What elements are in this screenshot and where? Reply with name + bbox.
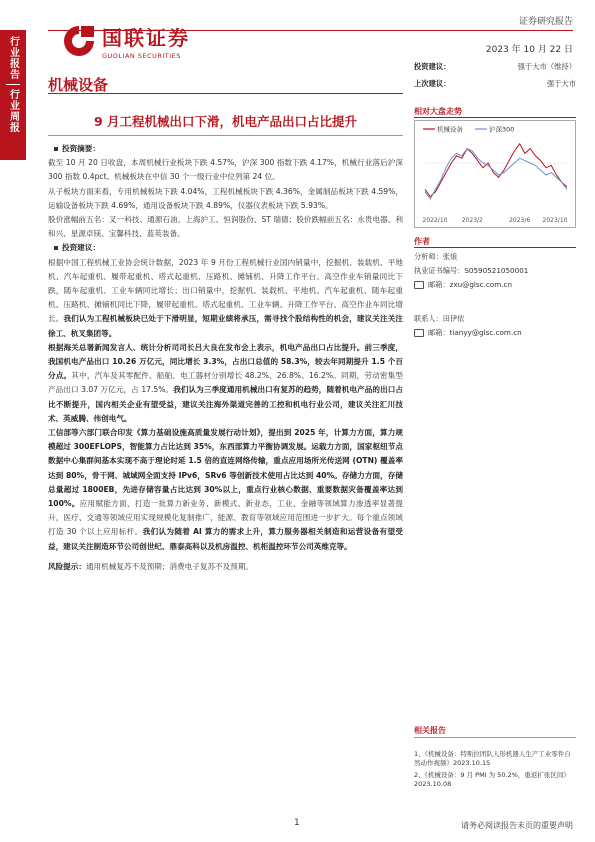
email-label: 邮箱： — [428, 280, 450, 289]
relative-trend-chart — [414, 120, 576, 228]
related-report-item[interactable]: 2、《机械设备：9 月 PMI 为 50.2%，重返扩张区间》2023.10.08 — [414, 771, 570, 788]
advice-p3-text: 应用赋能方面，打造一批算力新业务、新模式、新业态，工业、金融等领域算力渗透率显著提升，医疗、交通等领域应用实现规模化复制推广，能源、教育等领域应用范围进一步扩大。每个重点领域打造 30 个以上应用标杆。 — [48, 499, 403, 537]
advice-p2-text: 其中，汽车及其零配件、船舶、电工器材分别增长 48.2%、26.8%、16.2%。同期，劳动密集型产品出口 3.07 万亿元，占 17.5%。 — [48, 371, 404, 395]
trend-chart-svg — [415, 121, 575, 227]
email-label: 邮箱： — [428, 328, 450, 337]
side-tab-divider — [6, 84, 20, 85]
company-logo — [62, 22, 190, 60]
analyst-label: 分析师： — [414, 252, 443, 261]
related-reports-divider — [414, 737, 576, 738]
main-content — [48, 142, 403, 574]
title-divider — [48, 135, 403, 136]
advice-p1-text: 根据中国工程机械工业协会统计数据，2023 年 9 月份工程机械行业国内销量中，挖掘机、装载机、平地机、汽车起重机、履带起重机、塔式起重机、压路机、摊铺机、升降工作平台、高空作业车销量同比下跌，随车起重机、工业车辆同比增长；出口销量中，挖掘机、装载机、平地机、汽车起重机、随车起重机、压路机、摊铺机同比下降，履带起重机、塔式起重机、工业车辆、升降工作平台、高空作业车同比增长。 — [48, 257, 403, 324]
summary-paragraph-1: 截至 10 月 20 日收盘，本周机械行业板块下跌 4.57%，沪深 300 指数下跌 4.17%，机械行业落后沪深 300 指数 0.4pct。机械板块在中信 30 个一级行业中位列第 24 位。 — [48, 158, 403, 182]
header-divider — [48, 30, 573, 31]
advice-paragraph-2 — [48, 341, 403, 426]
series-line-index — [425, 149, 567, 199]
sector-divider — [48, 93, 403, 94]
risk-note — [48, 560, 403, 574]
related-report-item[interactable]: 1、《机械设备：特斯拉团队人形机器人生产工业零件自然动作视频》2023.10.15 — [414, 750, 571, 767]
advice-p2-conclusion: 我们认为三季度通用机械出口有复苏的趋势，随着机电产品的出口占比不断提升，国内相关企业有望受益，建议关注海外渠道完善的工控和机电行业公司，建议关注汇川技术、英威腾、伟创电气。 — [48, 385, 403, 423]
summary-paragraph-2: 从子板块方面来看，专用机械板块下跌 4.04%，工程机械板块下跌 4.36%，金属制品板块下跌 4.59%，运输设备板块下跌 4.69%，通用设备板块下跌 4.89%，仪器仪表板块下跌 5.93%。 — [48, 186, 403, 210]
related-reports-list — [414, 750, 576, 789]
investment-rating-label: 投资建议： — [414, 62, 451, 71]
report-title: 9 月工程机械出口下滑，机电产品出口占比提升 — [93, 114, 358, 129]
relative-trend-divider — [414, 117, 576, 118]
x-tick-label: 2023/2 — [461, 217, 483, 224]
author-divider — [414, 247, 576, 248]
x-tick-label: 2023/10 — [542, 217, 568, 224]
previous-rating-label: 上次建议： — [414, 79, 451, 88]
contact-name: 田伊依 — [442, 314, 465, 323]
x-tick-label: 2023/6 — [509, 217, 531, 224]
advice-heading: 投资建议： — [48, 241, 403, 255]
risk-text: 通用机械复苏不及预期；消费电子复苏不及预期。 — [85, 561, 254, 571]
email-icon — [414, 329, 424, 337]
side-tab-report-subtype: 行业周报 — [7, 89, 19, 133]
legend-machinery: 机械设备 — [437, 125, 463, 134]
cert-label: 执业证书编号： — [414, 266, 465, 275]
logo-name-en: GUOLIAN SECURITIES — [102, 52, 181, 60]
rating-block — [414, 62, 576, 89]
page-number: 1 — [294, 818, 300, 828]
summary-heading: 投资摘要： — [48, 142, 403, 156]
summary-paragraph-3: 股价涨幅前五名：叉一科技、通源石油、上海沪工、恒润股份、ST 瑞德；股价跌幅前五名：永贵电器、利和兴、星源卓镁、宝馨科技、蓝英装备。 — [48, 215, 403, 239]
contact-email[interactable]: tianyy@glsc.com.cn — [449, 328, 522, 337]
risk-label: 风险提示： — [48, 561, 86, 571]
sector-name: 机械设备 — [48, 76, 109, 94]
investment-rating-value: 强于大市（维持） — [517, 62, 576, 71]
relative-trend-heading: 相对大盘走势 — [414, 107, 462, 116]
analyst-email[interactable]: zxu@glsc.com.cn — [449, 280, 513, 289]
report-date: 2023 年 10 月 22 日 — [485, 45, 573, 55]
cert-number: S0590521050001 — [464, 266, 529, 275]
analyst-block — [414, 250, 576, 340]
series-line-machinery — [425, 144, 567, 197]
analyst-name: 张烺 — [442, 252, 458, 261]
side-tab — [0, 30, 26, 160]
x-tick-label: 2022/10 — [422, 217, 448, 224]
logo-name-cn: 国联证券 — [102, 26, 190, 50]
related-reports-heading: 相关报告 — [414, 726, 446, 735]
advice-p3-conclusion: 我们认为随着 AI 算力的需求上升，算力服务器相关制造和运营设备有望受益，建议关注制造环节公司创世纪、鼎泰高科以及机房温控、机柜温控环节公司英维克等。 — [48, 527, 403, 551]
advice-p2-lead: 根据海关总署新闻发言人、统计分析司司长吕大良在发布会上表示，机电产品出口占比提升。前三季度，我国机电产品出口 10.26 万亿元，同比增长 3.3%，占出口总值的 58.3%，较去年同期提升 1.5 个百分点。 — [48, 342, 403, 381]
legend-index: 沪深300 — [489, 125, 515, 134]
advice-paragraph-3 — [48, 426, 403, 554]
advice-paragraph-1 — [48, 256, 403, 341]
previous-rating-value: 强于大市 — [546, 79, 576, 88]
author-heading: 作者 — [414, 237, 430, 246]
advice-p3-lead: 工信部等六部门联合印发《算力基础设施高质量发展行动计划》，提出到 2025 年，计算力方面，算力规模超过 300EFLOPS，智能算力占比达到 35%，东西部算力平衡协调发展。运载力方面，国家枢纽节点数据中心集群间基本实现不高于理论时延 1.5 倍的直连网络传输，重点应用场所光传送网 (OTN) 覆盖率达到 80%，骨干网、城域网全面支持 IPv6，SRv6 等创新技术使用占比达到 40%。存储力方面，存储总量超过 1800EB，先进存储容量占比达到 30%以上，重点行业核心数据、重要数据灾备覆盖率达到 100%。 — [48, 428, 403, 509]
side-tab-report-category: 行业报告 — [7, 36, 19, 80]
report-type: 证券研究报告 — [518, 17, 573, 27]
contact-label: 联系人： — [414, 314, 443, 323]
email-icon — [414, 281, 424, 289]
advice-p1-conclusion: 我们认为工程机械板块已处于下滑明显，短期业绩将承压，需寻找个股结构性的机会，建议关注关注徐工、杭叉集团等。 — [48, 314, 404, 338]
footer-disclaimer: 请务必阅读报告末页的重要声明 — [461, 821, 573, 830]
